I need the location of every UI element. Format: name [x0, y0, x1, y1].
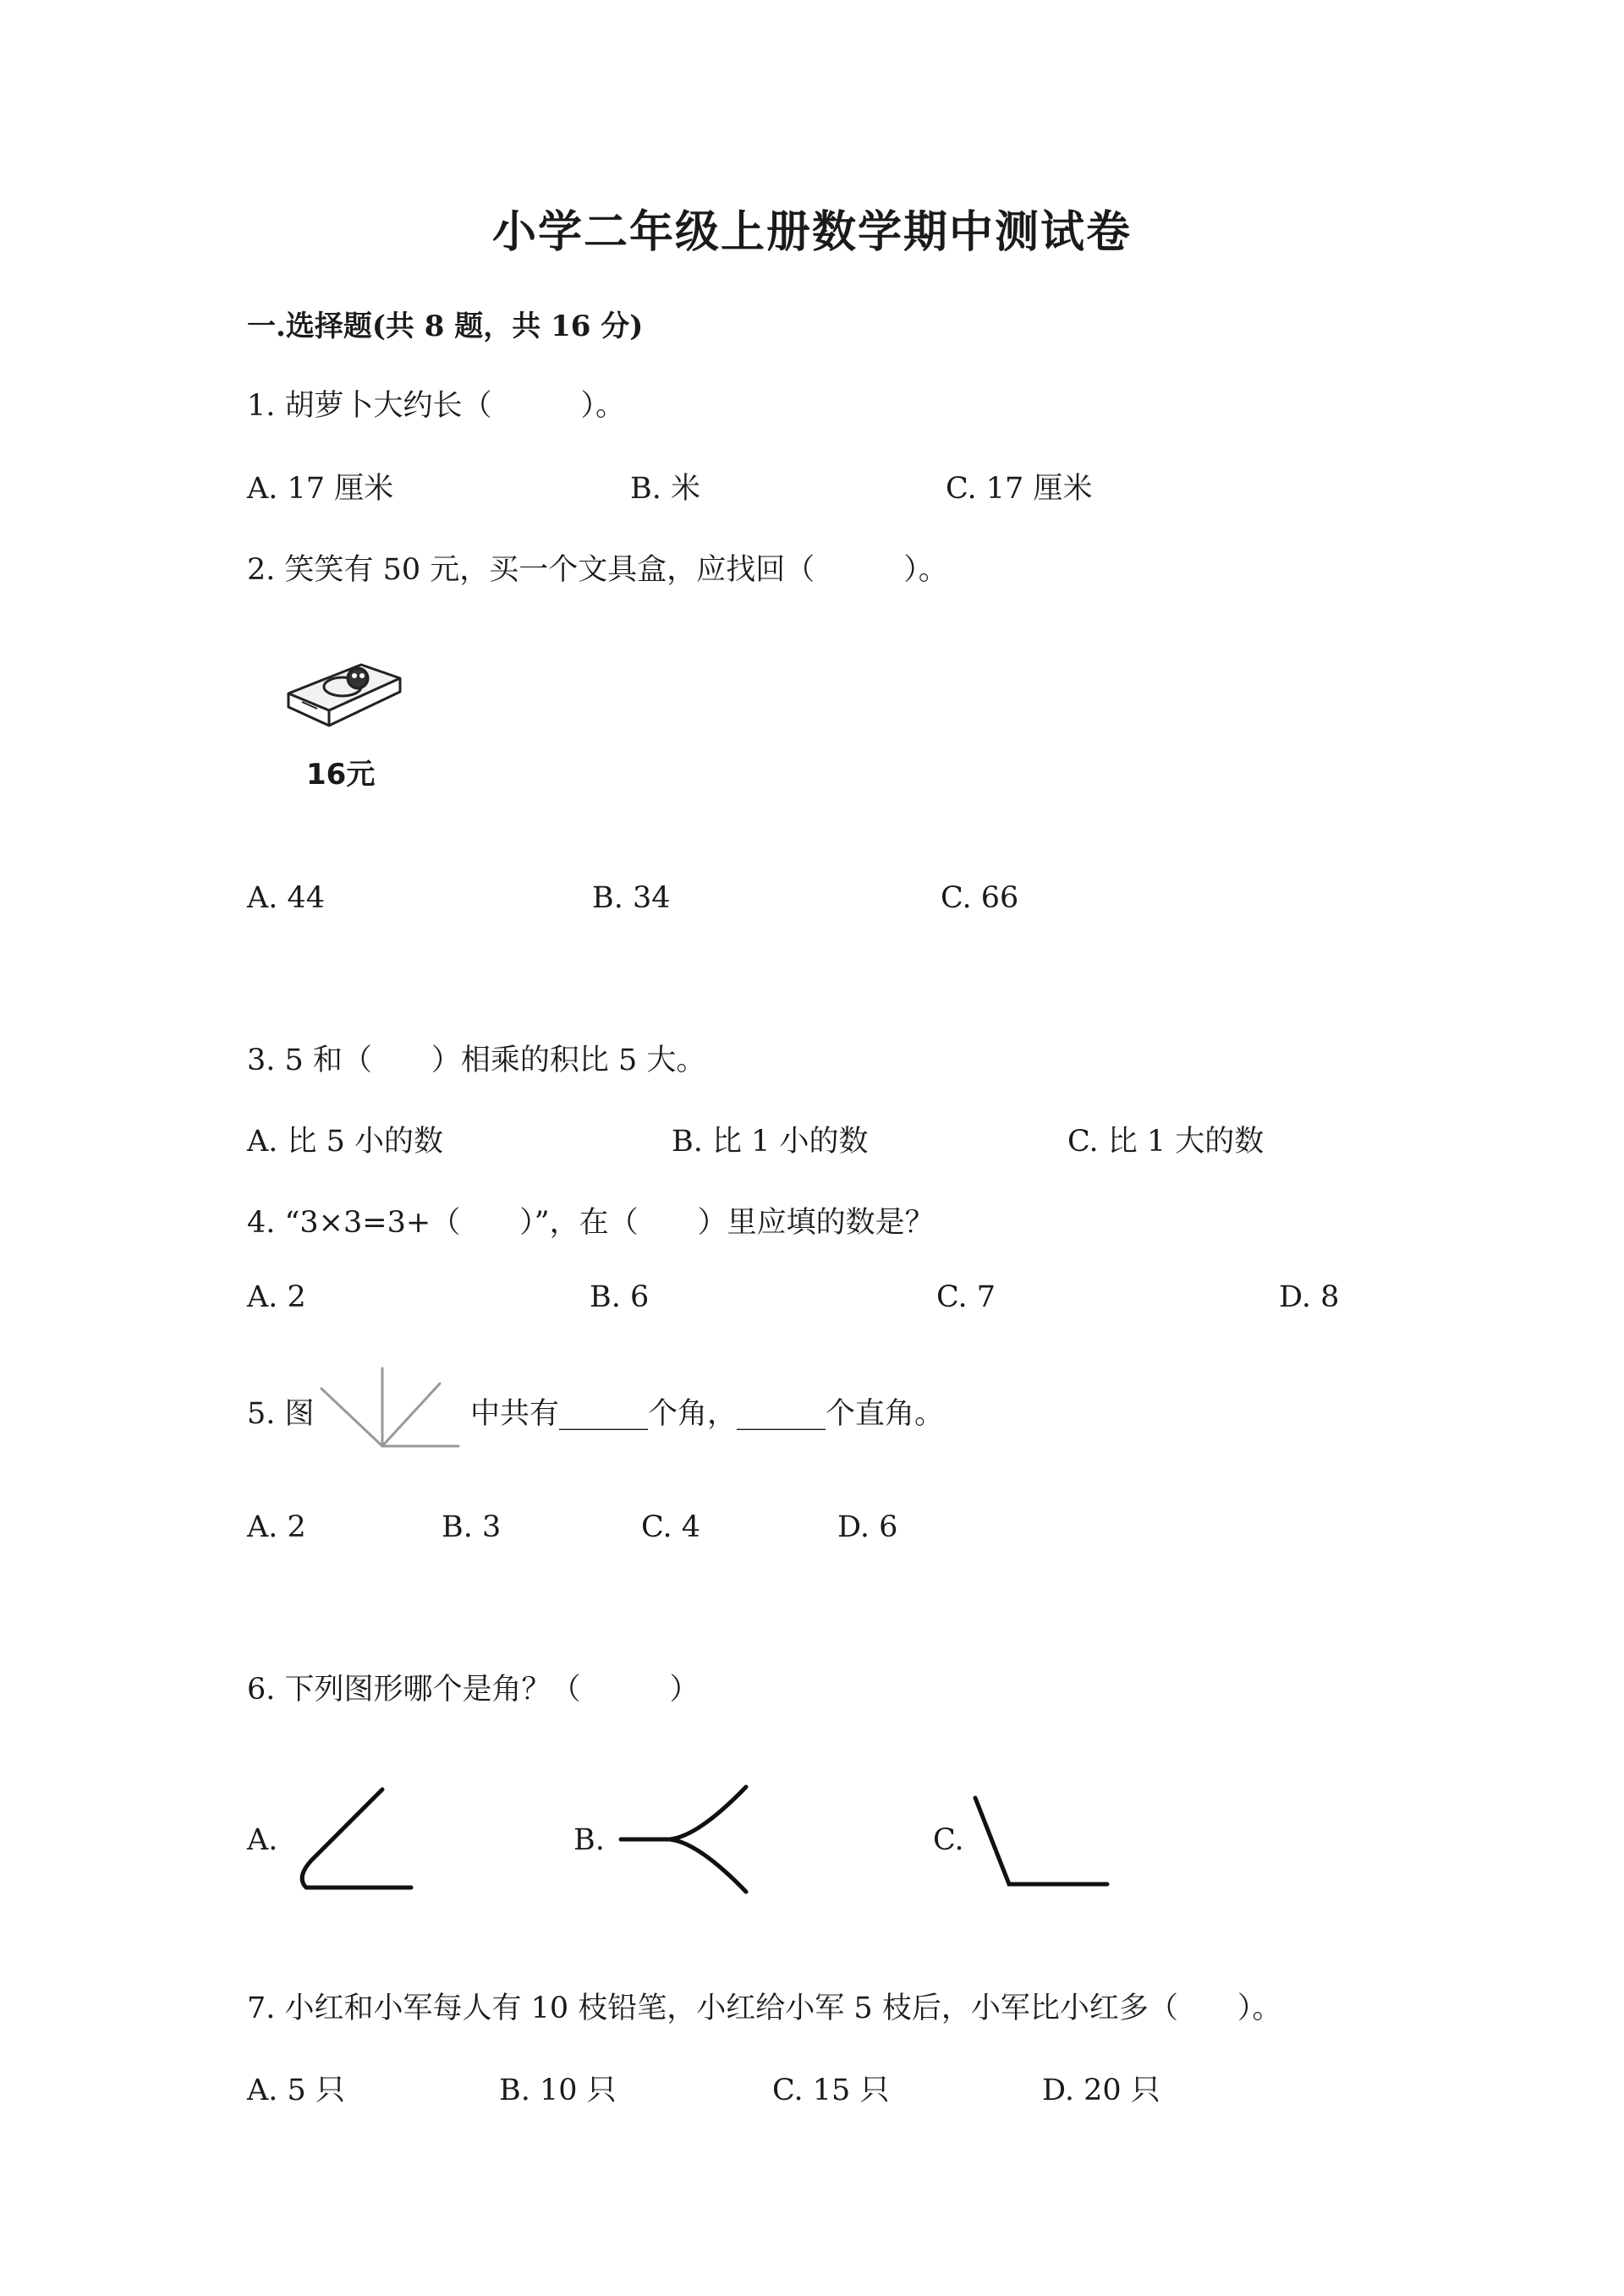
question-5-option-a: A. 2	[247, 1510, 306, 1544]
question-3-option-c: C. 比 1 大的数	[1067, 1125, 1265, 1159]
question-7-stem: 7. 小红和小军每人有 10 枝铅笔，小红给小军 5 枝后，小军比小红多（ ）。	[247, 1992, 1282, 2025]
question-1-option-a: A. 17 厘米	[247, 472, 394, 506]
question-5-option-b: B. 3	[442, 1510, 502, 1544]
question-7-option-d: D. 20 只	[1042, 2074, 1160, 2107]
question-1-stem: 1. 胡萝卜大约长（ ）。	[247, 389, 626, 423]
question-3-option-b: B. 比 1 小的数	[672, 1125, 869, 1159]
question-4-option-b: B. 6	[590, 1280, 650, 1314]
question-1-option-b: B. 米	[630, 472, 700, 506]
question-5-stem-suffix: 中共有______个角，______个直角。	[470, 1397, 945, 1431]
pencil-case-icon	[283, 658, 410, 755]
question-3-stem: 3. 5 和（ ）相乘的积比 5 大。	[247, 1044, 706, 1077]
angle-figure	[315, 1363, 463, 1458]
option-b-figure	[617, 1780, 753, 1899]
option-a-figure	[288, 1783, 414, 1893]
section-heading: 一.选择题(共 8 题，共 16 分)	[247, 310, 644, 343]
question-6-option-c: C.	[933, 1823, 964, 1857]
question-5-option-d: D. 6	[837, 1510, 898, 1544]
question-5-option-c: C. 4	[641, 1510, 701, 1544]
question-6-option-a: A.	[247, 1823, 278, 1857]
question-4-stem: 4. “3×3=3+（ ）”，在（ ）里应填的数是？	[247, 1206, 935, 1240]
question-3-option-a: A. 比 5 小的数	[247, 1125, 444, 1159]
price-label: 16元	[306, 758, 376, 792]
question-6-stem: 6. 下列图形哪个是角？（ ）	[247, 1673, 700, 1707]
question-5-stem-prefix: 5. 图	[247, 1397, 315, 1431]
question-4-option-d: D. 8	[1279, 1280, 1340, 1314]
question-4-option-c: C. 7	[936, 1280, 996, 1314]
question-6-option-b: B.	[573, 1823, 605, 1857]
option-c-figure	[968, 1791, 1112, 1893]
question-7-option-c: C. 15 只	[772, 2074, 890, 2107]
question-4-option-a: A. 2	[247, 1280, 306, 1314]
question-2-option-a: A. 44	[247, 881, 326, 915]
page-title: 小学二年级上册数学期中测试卷	[491, 206, 1132, 258]
question-2-stem: 2. 笑笑有 50 元，买一个文具盒，应找回（ ）。	[247, 553, 948, 587]
question-2-option-c: C. 66	[941, 881, 1019, 915]
question-7-option-b: B. 10 只	[499, 2074, 617, 2107]
question-7-option-a: A. 5 只	[247, 2074, 345, 2107]
question-1-option-c: C. 17 厘米	[946, 472, 1093, 506]
question-2-option-b: B. 34	[592, 881, 671, 915]
